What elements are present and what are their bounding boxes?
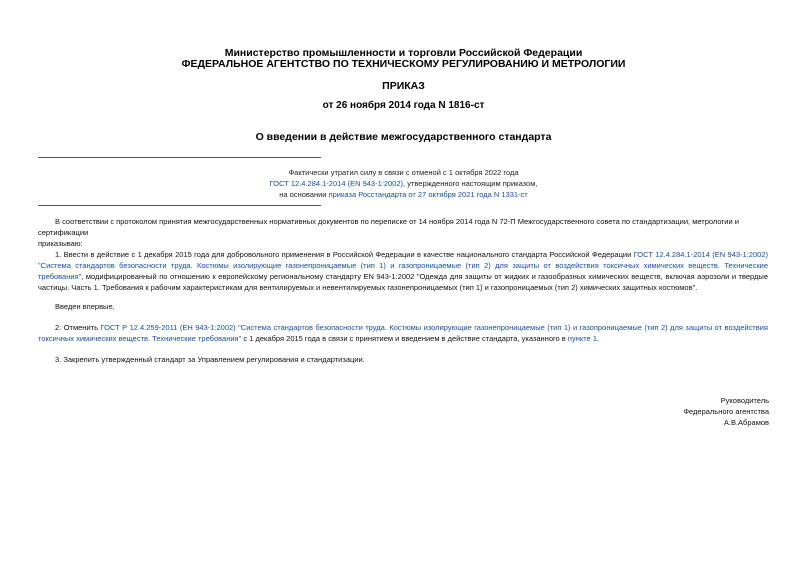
gost-link[interactable]: ГОСТ 12.4.284.1-2014 (EN 943-1:2002) xyxy=(269,179,404,188)
order-date-number: от 26 ноября 2014 года N 1816-ст xyxy=(322,100,485,111)
item-1-reference-link[interactable]: пункте 1 xyxy=(567,334,597,343)
signature-block xyxy=(683,395,769,428)
item-1-text: 1. Ввести в действие с 1 декабря 2015 года для добровольного применения в Российской Федерации в качестве национального стандарта Российской Федерации xyxy=(55,250,634,259)
orders-word: приказываю: xyxy=(38,239,83,248)
item-2-paragraph xyxy=(38,322,768,344)
signature-name: А.В.Абрамов xyxy=(723,418,769,427)
signature-position: Руководитель xyxy=(720,396,769,405)
item-2-text: 2. Отменить xyxy=(55,323,101,332)
item-2-end: . xyxy=(597,334,600,343)
status-note-line3 xyxy=(0,189,807,200)
ministry-heading: Министерство промышленности и торговли Российской Федерации xyxy=(224,47,583,59)
top-divider xyxy=(38,157,321,158)
introduced-note: Введен впервые. xyxy=(55,302,115,311)
bottom-divider xyxy=(38,205,321,206)
status-note-line3-text: на основании xyxy=(279,190,329,199)
rosstandart-order-link[interactable]: приказа Росстандарта от 27 октября 2021 года N 1331-ст xyxy=(328,190,528,199)
status-note-line2 xyxy=(0,178,807,189)
status-note-line1: Фактически утратил силу в связи с отменой с 1 октября 2022 года xyxy=(288,168,519,177)
signature-agency: Федерального агентства xyxy=(683,407,769,416)
preamble-paragraph: В соответствии с протоколом принятия межгосударственных нормативных документов по переписке от 14 ноября 2014 года N 72-П Межгосударственного совета по стандартизации, метрологии и сертификации xyxy=(38,217,739,237)
agency-heading: ФЕДЕРАЛЬНОЕ АГЕНТСТВО ПО ТЕХНИЧЕСКОМУ РЕГУЛИРОВАНИЮ И МЕТРОЛОГИИ xyxy=(181,58,626,70)
item-1-rest: , модифицированный по отношению к европейскому региональному стандарту EN 943-1:2002 "Одежда для защиты от жидких и газообразных химических веществ, включая аэрозоли и твердые частицы. Часть 1. Требования к рабочим характеристикам для вентилируемых и невентилируемых газонепроницаемых (тип 1) и газопроницаемых (тип 2) химических защитных костюмов". xyxy=(38,272,768,292)
order-heading: ПРИКАЗ xyxy=(382,80,425,92)
item-2-rest: с 1 декабря 2015 года в связи с принятием и введением в действие стандарта, указанного в xyxy=(241,334,568,343)
item-1-paragraph xyxy=(38,249,768,293)
item-3-paragraph: 3. Закрепить утвержденный стандарт за Управлением регулирования и стандартизации. xyxy=(55,355,365,364)
status-note-line2-text: , утвержденного настоящим приказом, xyxy=(403,179,538,188)
gost-r-12-4-259-link[interactable]: ГОСТ Р 12.4.259-2011 (ЕН 943-1:2002) "Система стандартов безопасности труда. Костюмы изолирующие газонепроницаемые (тип 1) и газопроницаемые (тип 2) для защиты от воздействия токсичных химических веществ. Технические требования" xyxy=(38,323,768,343)
gost-12-4-284-1-link[interactable]: ГОСТ 12.4.284.1-2014 (EN 943-1:2002) "Система стандартов безопасности труда. Костюмы изолирующие газонепроницаемые (тип 1) и газопроницаемые (тип 2) для защиты от воздействия токсичных химических веществ. Технические требования" xyxy=(38,250,768,281)
order-title: О введении в действие межгосударственного стандарта xyxy=(255,131,552,143)
